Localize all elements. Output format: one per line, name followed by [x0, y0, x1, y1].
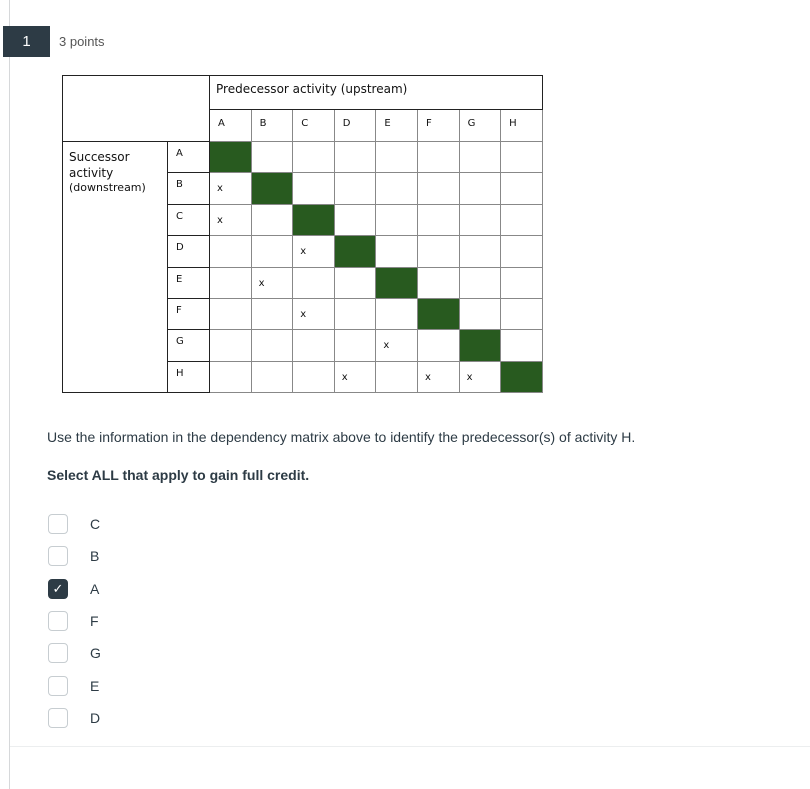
successor-header: [63, 142, 168, 393]
matrix-cell: [210, 267, 252, 298]
matrix-cell: [334, 330, 376, 361]
dependency-mark: x: [293, 298, 335, 329]
matrix-cell: [459, 298, 501, 329]
option-checkbox[interactable]: [48, 611, 68, 631]
matrix-cell: [459, 142, 501, 173]
matrix-cell: [501, 142, 543, 173]
answer-option[interactable]: [48, 642, 101, 664]
option-checkbox[interactable]: [48, 643, 68, 663]
matrix-cell: [459, 173, 501, 204]
matrix-cell: [501, 173, 543, 204]
matrix-cell: [417, 330, 459, 361]
diagonal-cell: [501, 361, 543, 392]
question-number: 1: [3, 26, 50, 57]
matrix-cell: [251, 298, 293, 329]
matrix-cell: [376, 236, 418, 267]
matrix-cell: [210, 236, 252, 267]
option-checkbox[interactable]: [48, 579, 68, 599]
question-prompt: Use the information in the dependency matrix above to identify the predecessor(s) of activity H.: [47, 429, 636, 445]
predecessor-header: Predecessor activity (upstream): [210, 76, 543, 110]
matrix-cell: [251, 204, 293, 235]
matrix-cell: [417, 267, 459, 298]
check-icon: ✓: [52, 580, 64, 596]
matrix-cell: [251, 361, 293, 392]
dependency-mark: x: [210, 173, 252, 204]
row-header-B: B: [168, 173, 210, 204]
answer-option[interactable]: [48, 610, 99, 632]
matrix-cell: [501, 298, 543, 329]
matrix-cell: [459, 204, 501, 235]
option-label: D: [90, 709, 101, 726]
dependency-mark: x: [334, 361, 376, 392]
column-header-D: D: [334, 110, 376, 142]
successor-label: Successor: [69, 150, 130, 164]
matrix-cell: [293, 142, 335, 173]
left-border: [9, 0, 10, 789]
matrix-cell: [459, 236, 501, 267]
matrix-cell: [334, 298, 376, 329]
matrix-cell: [293, 267, 335, 298]
successor-label-3: (downstream): [69, 181, 146, 195]
dependency-mark: x: [376, 330, 418, 361]
answer-option[interactable]: [48, 707, 100, 729]
matrix-cell: [417, 204, 459, 235]
diagonal-cell: [376, 267, 418, 298]
matrix-cell: [417, 142, 459, 173]
matrix-cell: [251, 330, 293, 361]
matrix-cell: [293, 361, 335, 392]
column-header-G: G: [459, 110, 501, 142]
matrix-cell: [376, 142, 418, 173]
column-header-E: E: [376, 110, 418, 142]
option-label: B: [90, 548, 100, 565]
matrix-corner: [63, 76, 210, 142]
matrix-cell: [459, 267, 501, 298]
row-header-F: F: [168, 298, 210, 329]
option-checkbox[interactable]: [48, 676, 68, 696]
answer-option[interactable]: [48, 578, 99, 600]
dependency-matrix: [62, 75, 543, 393]
answer-option[interactable]: [48, 545, 99, 567]
row-header-A: A: [168, 142, 210, 173]
matrix-cell: [501, 267, 543, 298]
matrix-cell: [501, 204, 543, 235]
option-checkbox[interactable]: [48, 546, 68, 566]
dependency-mark: x: [210, 204, 252, 235]
option-label: E: [90, 677, 100, 694]
dependency-mark: x: [293, 236, 335, 267]
matrix-cell: [376, 204, 418, 235]
column-header-H: H: [501, 110, 543, 142]
matrix-cell: [210, 330, 252, 361]
matrix-cell: [210, 361, 252, 392]
matrix-cell: [417, 173, 459, 204]
matrix-cell: [376, 298, 418, 329]
dependency-mark: x: [459, 361, 501, 392]
row-header-C: C: [168, 204, 210, 235]
option-label: F: [90, 612, 99, 629]
column-header-A: A: [210, 110, 252, 142]
matrix-cell: [334, 267, 376, 298]
option-checkbox[interactable]: [48, 708, 68, 728]
option-label: C: [90, 516, 101, 532]
dependency-mark: x: [417, 361, 459, 392]
matrix-cell: [501, 330, 543, 361]
diagonal-cell: [210, 142, 252, 173]
diagonal-cell: [251, 173, 293, 204]
divider: [10, 746, 810, 747]
matrix-cell: [334, 142, 376, 173]
matrix-cell: [334, 204, 376, 235]
row-header-D: D: [168, 236, 210, 267]
matrix-cell: [334, 173, 376, 204]
matrix-row: [63, 142, 543, 173]
row-header-G: G: [168, 330, 210, 361]
dependency-mark: x: [251, 267, 293, 298]
row-header-H: H: [168, 361, 210, 392]
column-header-F: F: [417, 110, 459, 142]
answer-option[interactable]: [48, 513, 100, 535]
diagonal-cell: [293, 204, 335, 235]
matrix-cell: [376, 173, 418, 204]
option-checkbox[interactable]: [48, 514, 68, 534]
option-label: G: [90, 645, 101, 662]
answer-option[interactable]: [48, 675, 99, 697]
column-header-B: B: [251, 110, 293, 142]
row-header-E: E: [168, 267, 210, 298]
matrix-cell: [210, 298, 252, 329]
diagonal-cell: [459, 330, 501, 361]
matrix-cell: [251, 236, 293, 267]
diagonal-cell: [417, 298, 459, 329]
matrix-cell: [251, 142, 293, 173]
column-header-C: C: [293, 110, 335, 142]
question-points: 3 points: [59, 34, 105, 49]
diagonal-cell: [334, 236, 376, 267]
successor-label-2: activity: [69, 166, 114, 181]
option-label: A: [90, 580, 100, 597]
matrix-cell: [501, 236, 543, 267]
matrix-cell: [293, 173, 335, 204]
matrix-cell: [417, 236, 459, 267]
matrix-cell: [293, 330, 335, 361]
matrix-cell: [376, 361, 418, 392]
question-instruction: Select ALL that apply to gain full credit.: [47, 467, 310, 483]
